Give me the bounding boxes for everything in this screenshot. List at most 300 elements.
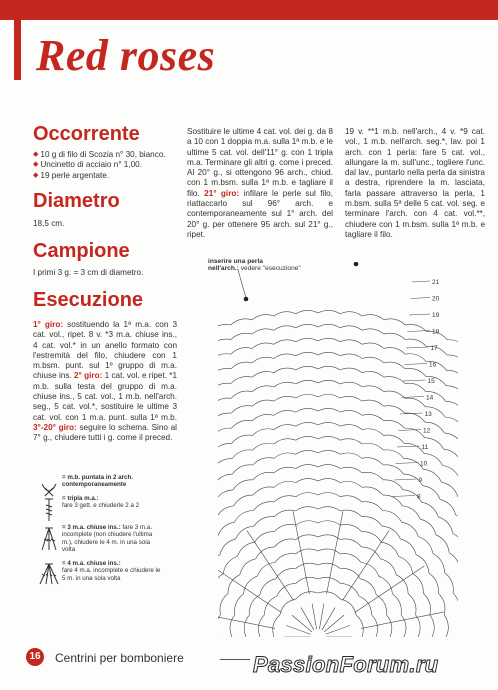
chain-loop xyxy=(318,535,340,540)
chain-loop xyxy=(318,563,340,568)
chain-loop xyxy=(252,386,274,392)
chain-loop xyxy=(405,383,426,391)
chain-loop xyxy=(296,422,318,426)
chain-loop xyxy=(376,595,386,615)
chain-loop xyxy=(387,615,392,637)
chain-loop xyxy=(430,615,434,637)
chain-loop xyxy=(405,354,426,362)
chain-loop xyxy=(296,450,318,454)
chain-loop xyxy=(453,593,458,615)
chain-loop xyxy=(296,338,318,342)
chain-loop xyxy=(252,414,274,420)
chain-loop xyxy=(423,469,441,482)
list-item: ◆ 10 g di filo di Scozia n° 30, bianco. xyxy=(33,150,166,159)
spoke-line xyxy=(218,566,281,613)
chain-loop xyxy=(318,493,340,497)
chain-loop xyxy=(362,414,384,420)
chain-loop xyxy=(318,592,340,599)
chain-loop xyxy=(362,357,384,363)
chain-loop xyxy=(274,496,296,502)
chain-loop xyxy=(233,480,253,490)
chain-loop xyxy=(231,362,252,369)
chain-loop xyxy=(318,338,340,342)
occorrente-heading: Occorrente xyxy=(33,123,140,145)
chain-loop xyxy=(231,377,252,384)
chain-loop xyxy=(252,343,274,348)
chain-loop xyxy=(237,542,254,556)
chain-loop xyxy=(447,340,458,350)
round-number-label: 21 xyxy=(432,279,440,286)
chain-loop xyxy=(296,366,318,370)
round-number-leader xyxy=(403,380,426,381)
stitch-stroke xyxy=(322,608,335,631)
chain-loop xyxy=(296,549,318,554)
chain-loop xyxy=(296,380,318,384)
chain-loop xyxy=(384,333,405,339)
chain-loop xyxy=(340,599,356,615)
campione-text: I primi 3 g. = 3 cm di diametro. xyxy=(33,268,144,277)
legend-item: = m.b. puntata in 2 arch. contemporaneamente xyxy=(36,474,162,504)
chain-loop xyxy=(231,319,253,325)
chain-loop xyxy=(318,324,340,328)
chain-loop xyxy=(296,479,318,483)
chain-loop xyxy=(274,510,296,517)
chain-loop xyxy=(423,593,430,614)
stitch-stroke xyxy=(324,615,344,632)
chain-loop xyxy=(274,340,296,344)
chain-loop xyxy=(235,511,254,523)
watermark: PassionForum.ru xyxy=(253,652,439,677)
round-number-leader xyxy=(399,430,422,431)
chain-loop xyxy=(253,487,274,495)
chain-loop xyxy=(218,368,231,376)
chain-loop xyxy=(231,391,252,398)
chain-loop xyxy=(274,467,296,473)
chain-loop xyxy=(381,542,398,556)
chain-loop xyxy=(413,574,424,594)
diametro-text: 18,5 cm. xyxy=(33,219,65,228)
chain-loop xyxy=(383,465,403,474)
round-number-label: 9 xyxy=(418,477,423,484)
stitch-stroke xyxy=(312,604,317,630)
round-number-leader xyxy=(393,496,416,497)
chain-loop xyxy=(340,396,362,401)
chain-loop xyxy=(274,481,296,487)
chain-loop xyxy=(360,579,376,595)
chain-loop xyxy=(445,573,454,594)
chain-loop xyxy=(218,490,233,502)
chain-loop xyxy=(399,556,413,573)
chain-loop xyxy=(234,495,254,506)
chain-loop xyxy=(253,458,274,465)
chain-loop xyxy=(296,465,318,469)
spoke-line xyxy=(327,511,343,593)
campione-heading: Campione xyxy=(33,240,130,262)
chain-loop xyxy=(408,594,416,615)
chain-loop xyxy=(274,524,295,531)
chain-loop xyxy=(416,615,421,637)
chain-loop xyxy=(274,396,296,401)
chain-loop xyxy=(340,382,362,387)
chain-loop xyxy=(340,539,361,547)
chain-loop xyxy=(218,339,231,346)
chain-loop xyxy=(249,595,259,615)
chain-loop xyxy=(362,400,384,406)
materials-list xyxy=(33,150,183,181)
chain-loop xyxy=(218,354,231,362)
stitch-stroke xyxy=(286,625,310,634)
page-number-badge: 16 xyxy=(26,648,44,666)
chain-loop xyxy=(429,573,439,593)
chain-loop xyxy=(318,436,340,440)
chain-loop xyxy=(383,480,403,490)
chain-loop xyxy=(362,443,383,450)
round-number-label: 19 xyxy=(432,312,440,319)
chain-loop xyxy=(384,377,405,384)
chain-loop xyxy=(255,532,275,543)
chain-loop xyxy=(318,394,340,398)
section-name: Centrini per bomboniere xyxy=(55,651,184,665)
chain-loop xyxy=(405,413,425,422)
bullet-diamond-icon: ◆ xyxy=(33,171,39,179)
chain-loop xyxy=(274,368,296,373)
chain-loop xyxy=(340,312,362,316)
chain-loop xyxy=(280,599,296,615)
chain-loop xyxy=(274,312,296,316)
chain-loop xyxy=(400,539,416,555)
chain-loop xyxy=(296,592,318,599)
chain-loop xyxy=(438,593,445,615)
pearl-marker-icon xyxy=(244,297,249,302)
list-item: ◆ Uncinetto di acciaio n° 1,00. xyxy=(33,160,142,170)
round-number-label: 13 xyxy=(424,411,432,418)
chain-loop xyxy=(402,522,419,537)
chain-loop xyxy=(260,579,276,595)
chain-loop xyxy=(296,310,318,314)
chain-loop xyxy=(340,425,362,430)
chain-loop xyxy=(233,465,253,474)
round-number-label: 20 xyxy=(432,295,440,303)
chain-loop xyxy=(340,354,362,359)
chain-loop xyxy=(274,410,296,415)
chain-loop xyxy=(296,324,318,328)
chain-loop xyxy=(318,549,340,554)
chain-loop xyxy=(447,355,458,365)
chain-loop xyxy=(220,539,236,555)
chain-loop xyxy=(218,615,221,637)
stitch-stroke xyxy=(326,625,350,634)
chain-loop xyxy=(274,354,296,359)
chain-loop xyxy=(384,420,405,428)
chain-loop xyxy=(274,439,296,444)
chain-loop xyxy=(340,481,362,487)
chain-loop xyxy=(453,534,458,553)
chain-loop xyxy=(384,406,405,413)
instructions-column-2: Sostituire le ultime 4 cat. vol. dei g. da 8 a 10 con 1 doppia m.a. sulla 1ª m.b. e le ultime 5 cat. vol. dell'11° g. con 1 tripla m.a. Terminare gli altri g. come i preced. Al 20° g., si ottengono 96 arch., chiud. con 1 m.bsm. sulla 1ª m.b. e tagliare il filo. 21° giro: infilare le perle sul filo, riattaccarlo sul 96° arch. e contemporaneamente sul 1° arch. del 20° g. per ottenere 95 arch. sul 21° g., ripet. xyxy=(187,127,333,239)
chain-loop xyxy=(444,449,458,462)
chain-loop xyxy=(340,568,360,578)
chain-loop xyxy=(318,310,340,314)
chain-loop xyxy=(433,554,445,573)
top-accent-bar xyxy=(0,0,498,20)
chain-loop xyxy=(218,443,232,453)
round-number-leader xyxy=(409,314,430,315)
chain-loop xyxy=(223,556,237,573)
spoke-line xyxy=(293,511,309,593)
round-number-leader xyxy=(411,298,431,299)
chain-loop xyxy=(340,368,362,373)
chain-loop xyxy=(318,408,340,412)
chain-loop xyxy=(362,487,383,495)
chain-loop xyxy=(244,615,249,637)
left-accent-bar xyxy=(14,20,21,80)
chain-loop xyxy=(218,383,231,391)
chain-loop xyxy=(275,554,296,563)
chain-loop xyxy=(420,519,436,535)
chain-loop xyxy=(296,521,318,525)
chain-loop xyxy=(362,532,382,543)
insert-pearl-label: inserire una perla nell'arch.: vedere "esecuzione" xyxy=(208,258,301,273)
leader-line xyxy=(238,270,246,298)
chain-loop xyxy=(232,450,253,459)
chain-loop xyxy=(318,465,340,469)
triple-crochet-icon xyxy=(36,495,62,525)
chain-loop xyxy=(362,329,384,334)
chain-loop xyxy=(318,352,340,356)
round-number-leader xyxy=(394,479,417,480)
spoke-line xyxy=(361,612,443,628)
diametro-heading: Diametro xyxy=(33,190,120,212)
chain-loop xyxy=(422,502,439,517)
chain-loop xyxy=(218,324,231,331)
chain-loop xyxy=(401,615,406,637)
chain-loop xyxy=(356,615,363,637)
chain-loop xyxy=(275,539,296,547)
chain-loop xyxy=(235,594,244,615)
chain-loop xyxy=(253,429,274,436)
chain-loop xyxy=(340,439,362,444)
crochet-diagram xyxy=(218,262,458,637)
chain-loop xyxy=(253,443,274,450)
chain-loop xyxy=(231,333,252,339)
chain-loop xyxy=(273,615,280,637)
chain-loop xyxy=(418,537,433,554)
round-number-label: 14 xyxy=(426,394,434,402)
chain-loop xyxy=(218,574,223,594)
chain-loop xyxy=(318,366,340,370)
chain-loop xyxy=(444,615,448,637)
chain-loop xyxy=(254,517,274,527)
stitch-stroke xyxy=(319,604,324,630)
chain-loop xyxy=(340,467,362,473)
chain-loop xyxy=(296,493,318,497)
chain-loop xyxy=(340,496,362,502)
chain-loop xyxy=(318,507,340,511)
chain-loop xyxy=(396,575,408,594)
instructions-column-3: 19 v. **1 m.b. nell'arch., 4 v. *9 cat. vol., 1 m.b. nell'arch. seg.*, lav. poi 1 arch. con 1 perla: fare 5 cat. vol., allungare la m. sull'unc., togliere l'unc. dal lav., puntarlo nella perla da sinistra a destra, riprendere la m. lasciata, farla passare attraverso la perla, 1 m.bsm. sulla 5ª delle 5 cat. vol. seg. e terminare l'arch. con 4 cat. vol.**, chiudere con 1 m.bsm. sulla 1ª m.b. e tagliare il filo. xyxy=(345,127,485,239)
chain-loop xyxy=(361,547,380,559)
chain-loop xyxy=(362,458,383,465)
chain-loop xyxy=(220,594,228,615)
round-number-label: 8 xyxy=(417,493,421,501)
chain-loop xyxy=(384,435,405,443)
chain-loop xyxy=(383,511,402,523)
chain-loop xyxy=(340,453,362,458)
chain-loop xyxy=(380,559,396,575)
chain-loop xyxy=(218,474,233,486)
chain-loop xyxy=(253,472,274,480)
chain-loop xyxy=(340,410,362,415)
chain-loop xyxy=(296,535,318,540)
cluster-3-dc-icon xyxy=(36,524,62,554)
chain-loop xyxy=(405,339,426,346)
chain-loop xyxy=(296,507,318,511)
chain-loop xyxy=(218,506,234,519)
chain-loop xyxy=(244,576,258,594)
chain-loop xyxy=(254,502,275,511)
round-number-leader xyxy=(408,331,431,332)
chain-loop xyxy=(231,348,252,355)
chain-loop xyxy=(361,563,379,577)
chain-loop xyxy=(240,559,256,575)
round-number-leader xyxy=(406,347,429,348)
chain-loop xyxy=(252,400,274,406)
chain-loop xyxy=(230,615,235,637)
chain-loop xyxy=(231,406,252,413)
chain-loop xyxy=(362,429,383,436)
stitch-stroke xyxy=(292,615,312,632)
chain-loop xyxy=(257,563,275,577)
chain-loop xyxy=(274,425,296,430)
round-number-label: 17 xyxy=(430,345,438,352)
chain-loop xyxy=(444,433,458,446)
chain-loop xyxy=(340,326,362,330)
stitch-stroke xyxy=(301,608,314,631)
chain-loop xyxy=(423,486,441,500)
chain-loop xyxy=(218,413,231,422)
round-number-label: 18 xyxy=(432,328,440,336)
chain-loop xyxy=(318,521,340,525)
list-item: ◆ 19 perle argentate. xyxy=(33,170,110,180)
chain-loop xyxy=(393,594,402,615)
chain-loop xyxy=(405,398,425,407)
round-number-label: 16 xyxy=(429,361,437,369)
chain-loop xyxy=(383,450,404,459)
chain-loop xyxy=(318,422,340,426)
chain-loop xyxy=(405,368,426,376)
chain-loop xyxy=(362,343,384,348)
chain-loop xyxy=(232,435,253,443)
chain-loop xyxy=(384,391,405,398)
chain-loop xyxy=(384,319,406,325)
chain-loop xyxy=(296,436,318,440)
chain-loop xyxy=(379,576,393,594)
chain-loop xyxy=(218,522,235,537)
chain-loop xyxy=(232,420,253,428)
round-number-label: 12 xyxy=(423,427,431,435)
chain-loop xyxy=(449,553,458,573)
chain-loop xyxy=(252,357,274,363)
chain-loop xyxy=(440,499,456,515)
chain-loop xyxy=(274,382,296,387)
chain-loop xyxy=(445,417,458,429)
chain-loop xyxy=(296,408,318,412)
chain-loop xyxy=(446,386,458,397)
round-number-label: 15 xyxy=(427,378,435,385)
chain-loop xyxy=(218,459,232,470)
chain-loop xyxy=(276,568,296,578)
chain-loop xyxy=(362,517,382,527)
round-number-leader xyxy=(396,463,419,464)
round-number-label: 10 xyxy=(420,460,428,468)
round-number-leader xyxy=(397,446,420,447)
chain-loop xyxy=(384,348,405,355)
spoke-line xyxy=(342,531,389,601)
spoke-line xyxy=(218,612,275,628)
chain-loop xyxy=(456,515,458,533)
chain-loop xyxy=(362,371,384,377)
chain-loop xyxy=(446,401,458,412)
chain-loop xyxy=(443,466,458,480)
chain-loop xyxy=(256,547,275,559)
chain-loop xyxy=(340,554,361,563)
chain-loop xyxy=(362,502,383,511)
chain-loop xyxy=(438,517,453,534)
chain-loop xyxy=(436,535,449,553)
chain-loop xyxy=(218,428,232,438)
chain-loop xyxy=(340,524,361,531)
chain-loop xyxy=(318,450,340,454)
chain-loop xyxy=(274,453,296,458)
footer-divider xyxy=(220,659,250,660)
chain-loop xyxy=(296,563,318,568)
round-number-label: 11 xyxy=(421,444,429,451)
spoke-line xyxy=(247,531,294,601)
chain-loop xyxy=(402,506,420,519)
chain-loop xyxy=(340,340,362,344)
chain-loop xyxy=(362,386,384,392)
legend-item: = tripla m.a.: fare 3 gett. e chiuderle 2 a 2 xyxy=(36,495,162,525)
chain-loop xyxy=(446,370,458,380)
chain-loop xyxy=(340,510,362,517)
legend-item: = 3 m.a. chiuse ins.: fare 3 m.a. incomplete (non chiudere l'ultima m.), chiudere le 4 m. in una sola volta xyxy=(36,524,162,554)
chain-loop xyxy=(362,315,384,320)
chain-loop xyxy=(218,398,231,407)
chain-loop xyxy=(252,371,274,377)
legend-item: = 4 m.a. chiuse ins.: fare 4 m.a. incomplete e chiudere le 5 m. in una sola volta xyxy=(36,560,162,590)
chain-loop xyxy=(442,482,459,497)
spoke-line xyxy=(355,566,425,613)
chain-loop xyxy=(318,380,340,384)
chain-loop xyxy=(252,315,274,320)
chain-loop xyxy=(274,326,296,330)
chain-loop xyxy=(252,329,274,334)
chain-loop xyxy=(384,362,405,369)
cluster-4-dc-icon xyxy=(36,560,62,590)
bullet-diamond-icon: ◆ xyxy=(33,161,39,169)
pearl-marker-icon xyxy=(354,262,359,266)
chain-loop xyxy=(296,352,318,356)
esecuzione-text: 1° giro: sostituendo la 1ª m.a. con 3 cat. vol., ripet. 8 v. *3 m.a. chiuse ins., 4 cat. vol.* in un anello formato con l'estremità del filo, chiudere con 1 m.bsm. punt. sul 1º gruppo di m.a. chiuse ins. 2° giro: 1 cat. vol. e ripet. *1 m.b. sulla testa del gruppo di m.a. chiuse ins., 5 cat. vol., 1 m.b. nell'arch. seg., 5 cat. vol.*, sostituire le ultime 3 cat. vol. con 1 m.a. punt. sulla 1ª m.b. 3°-20° giro: seguire lo schema. Sino al 7° g., chiudere tutti i g. come il preced. xyxy=(33,320,178,443)
bullet-diamond-icon: ◆ xyxy=(33,151,39,158)
chain-loop xyxy=(228,575,240,594)
chain-loop xyxy=(362,472,383,480)
page-title: Red roses xyxy=(36,31,216,80)
chain-loop xyxy=(318,479,340,483)
round-number-leader xyxy=(402,397,425,398)
round-number-leader xyxy=(405,364,428,365)
esecuzione-heading: Esecuzione xyxy=(33,289,144,311)
